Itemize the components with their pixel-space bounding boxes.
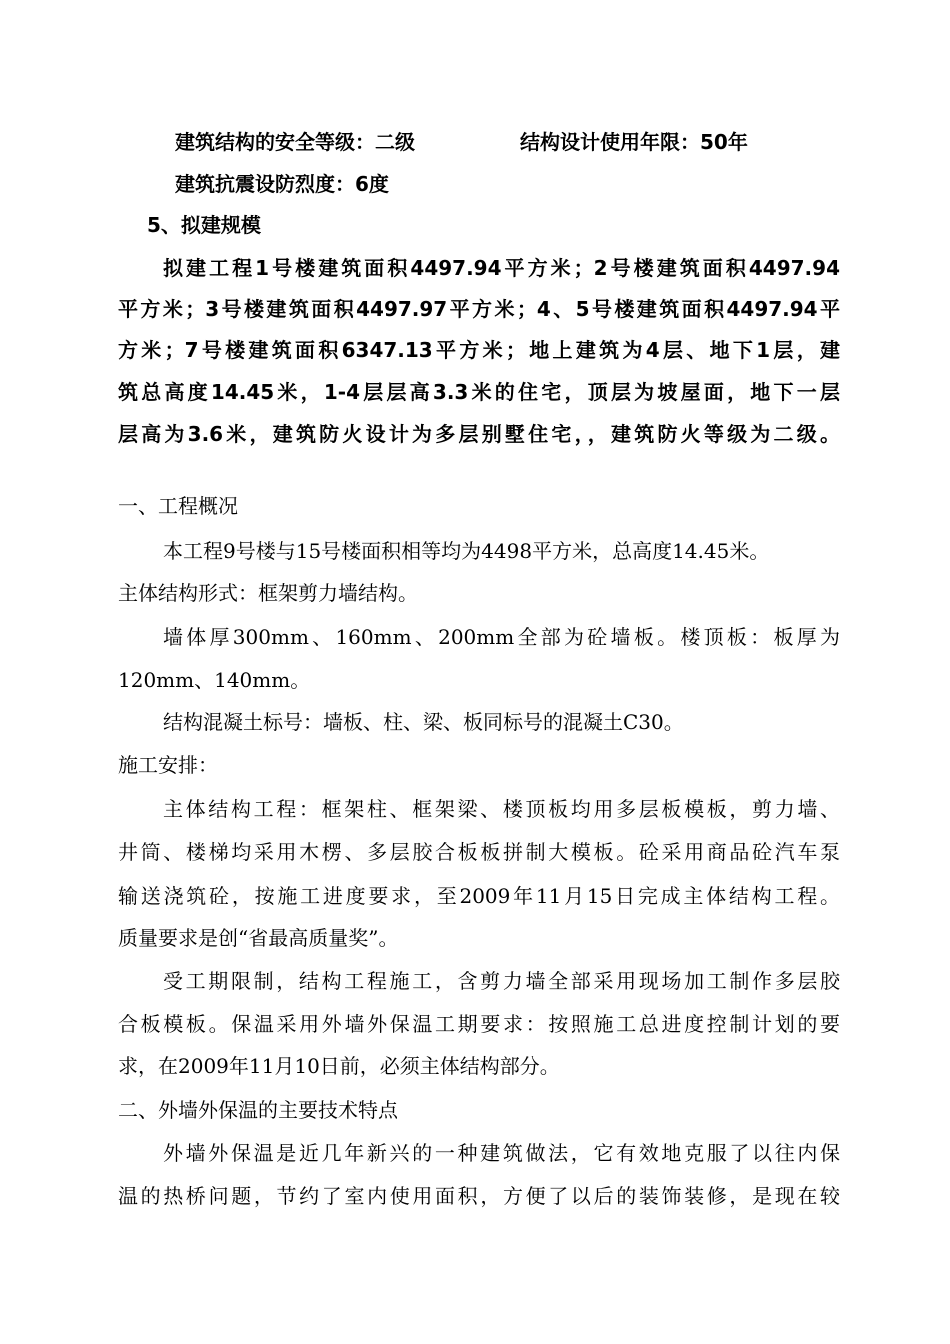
scale-paragraph-line: 筑总高度14.45米，1-4层层高3.3米的住宅，顶层为坡屋面，地下一层: [118, 380, 840, 404]
scale-heading: 5、拟建规模: [147, 213, 261, 237]
overview-line: 本工程9号楼与15号楼面积相等均为4498平方米，总高度14.45米。: [163, 539, 770, 563]
scale-paragraph-line: 层高为3.6米，建筑防火设计为多层别墅住宅，，建筑防火等级为二级。: [118, 422, 840, 446]
overview-line: 主体结构形式：框架剪力墙结构。: [118, 581, 418, 605]
seismic-text: 建筑抗震设防烈度：6度: [175, 172, 389, 196]
section-heading-features: 二、外墙外保温的主要技术特点: [118, 1098, 398, 1122]
scale-paragraph-line: 方米；7号楼建筑面积6347.13平方米；地上建筑为4层、地下1层，建: [118, 338, 840, 362]
overview-line: 合板模板。保温采用外墙外保温工期要求：按照施工总进度控制计划的要: [118, 1012, 840, 1036]
design-life-text: 结构设计使用年限：50年: [520, 130, 748, 154]
scale-paragraph-line: 拟建工程1号楼建筑面积4497.94平方米；2号楼建筑面积4497.94: [163, 256, 840, 280]
construction-arrangement-label: 施工安排：: [118, 753, 218, 777]
features-line: 外墙外保温是近几年新兴的一种建筑做法，它有效地克服了以往内保: [163, 1141, 840, 1165]
overview-line: 井筒、楼梯均采用木楞、多层胶合板板拼制大模板。砼采用商品砼汽车泵: [118, 840, 840, 864]
scale-paragraph-line: 平方米；3号楼建筑面积4497.97平方米；4、5号楼建筑面积4497.94平: [118, 297, 840, 321]
overview-line: 输送浇筑砼，按施工进度要求，至2009年11月15日完成主体结构工程。: [118, 884, 840, 908]
features-line: 温的热桥问题，节约了室内使用面积，方便了以后的装饰装修，是现在较: [118, 1184, 840, 1208]
overview-line: 质量要求是创“省最高质量奖”。: [118, 926, 399, 950]
overview-line: 求，在2009年11月10日前，必须主体结构部分。: [118, 1054, 560, 1078]
overview-line: 120mm、140mm。: [118, 668, 311, 692]
overview-line: 结构混凝土标号：墙板、柱、梁、板同标号的混凝土C30。: [163, 710, 684, 734]
safety-grade-text: 建筑结构的安全等级：二级: [175, 130, 415, 154]
overview-line: 墙体厚300mm、160mm、200mm全部为砼墙板。楼顶板：板厚为: [163, 625, 840, 649]
overview-line: 受工期限制，结构工程施工，含剪力墙全部采用现场加工制作多层胶: [163, 969, 840, 993]
overview-line: 主体结构工程：框架柱、框架梁、楼顶板均用多层板模板，剪力墙、: [163, 797, 840, 821]
section-heading-overview: 一、工程概况: [118, 494, 238, 518]
